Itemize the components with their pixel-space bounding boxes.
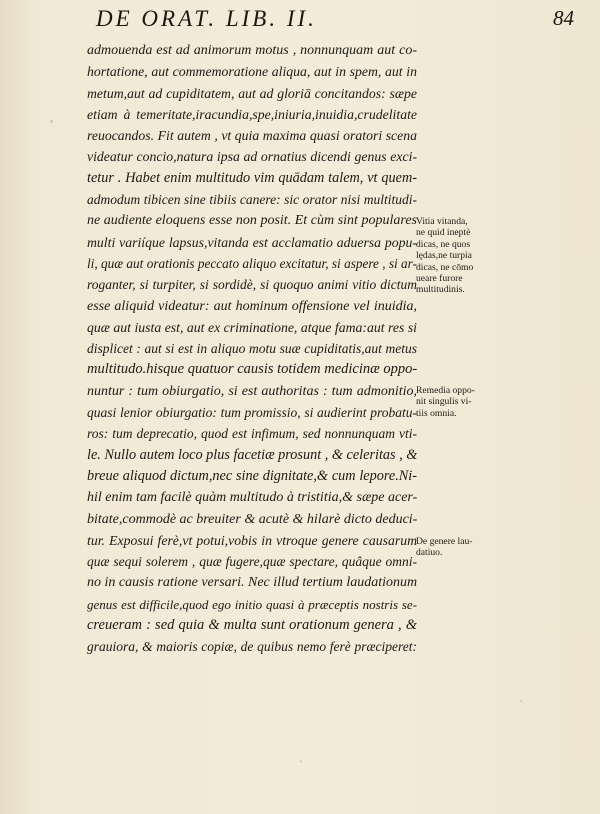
text-line: reuocandos. Fit autem , vt quia maxima quasi oratori scena [87, 128, 417, 144]
text-line: multitudo.hisque quatuor causis totidem medicinæ oppo- [87, 361, 417, 378]
text-line: admodum tibicen sine tibiis canere: sic orator nisi multitudi- [87, 192, 417, 208]
text-line: bitate,commodè ac breuiter & acutè & hilarè dicto deduci- [87, 511, 417, 527]
paper-speck [300, 760, 302, 763]
page-number: 84 [553, 6, 574, 30]
text-line: multi variíque lapsus,vitanda est acclamatio aduersa popu- [87, 234, 417, 250]
text-line: hortatione, aut commemoratione aliqua, aut in spem, aut in [87, 64, 417, 80]
text-line: etiam à temeritate,iracundia,spe,iniuria,inuidia,crudelitate [87, 106, 417, 122]
margin-note-remedia [416, 385, 475, 419]
text-line: quasi lenior obiurgatio: tum promissio, si audierint probatu- [87, 405, 417, 421]
running-head: DE ORAT. LIB. II. [96, 6, 317, 31]
text-line: grauiora, & maioris copiæ, de quibus nemo ferè præciperet: [87, 639, 417, 655]
paper-speck [50, 120, 53, 123]
margin-note-line: ne quid ineptè [416, 227, 471, 239]
text-line: li, quæ aut orationis peccato aliquo excitatur, si aspere , si ar- [87, 255, 417, 271]
margin-note-line: dicas, ne quos [416, 238, 471, 250]
margin-note-line: tiis omnia. [416, 407, 457, 419]
text-line: videatur concio,natura ipsa ad ornatius dicendi genus exci- [87, 149, 417, 165]
text-line: le. Nullo autem loco plus facetiæ prosunt , & celeritas , & [87, 446, 417, 463]
text-line: nuntur : tum obiurgatio, si est authoritas : tum admonitio, [87, 383, 417, 399]
margin-note-line: Vitia vitanda, [416, 216, 468, 227]
text-line: esse aliquid videatur: aut hominum offensione vel inuidia, [87, 298, 417, 314]
margin-note-line: dicas, ne cōmo [416, 261, 474, 273]
text-line: tetur . Habet enim multitudo vim quādam talem, vt quem- [87, 169, 417, 186]
margin-note-line: lędas,ne turpia [416, 250, 472, 262]
text-line: quæ sequi solerem , quæ fugere,quæ spectare, quâque omni- [87, 554, 417, 570]
margin-note-line: nit singulis vi- [416, 396, 472, 408]
margin-note-line: multitudinis. [416, 284, 465, 296]
paper-speck [520, 700, 522, 702]
text-line: metum,aut ad cupiditatem, aut ad gloriā concitandos: sæpe [87, 85, 417, 101]
main-text-block [87, 40, 417, 658]
margin-note-line: datiuo. [416, 547, 443, 559]
marginalia [416, 0, 596, 814]
text-line: genus est difficile,quod ego initio quasi à præceptis nostris se- [87, 596, 417, 612]
text-line: ne audiente eloquens esse non posit. Et cùm sint populares [87, 213, 417, 229]
margin-note-line: De genere lau- [416, 536, 473, 547]
margin-note-line: ueare furore [416, 273, 463, 285]
margin-note-vitia [416, 216, 473, 296]
text-line: creueram : sed quia & multa sunt orationum genera , & [87, 617, 417, 634]
text-line: displicet : aut si est in aliquo motu suæ cupiditatis,aut metus [87, 341, 417, 357]
text-line: ros: tum deprecatio, quod est infimum, sed nonnunquam vti- [87, 426, 417, 442]
text-line: no in causis ratione versari. Nec illud tertium laudationum [87, 575, 417, 591]
text-line: breue aliquod dictum,nec sine dignitate,& cum lepore.Ni- [87, 467, 417, 484]
text-line: tur. Exposui ferè,vt potui,vobis in vtroque genere causarum [87, 532, 417, 548]
text-line: admouenda est ad animorum motus , nonnunquam aut co- [87, 43, 417, 58]
text-line: roganter, si turpiter, si sordidè, si quoquo animi vitio dictum [87, 277, 417, 293]
margin-note-genere [416, 536, 472, 559]
text-line: quæ aut iusta est, aut ex criminatione, atque fama:aut res si [87, 319, 417, 335]
margin-note-line: Remedia oppo- [416, 385, 475, 396]
text-line: hil enim tam facilè quàm multitudo à tristitia,& sæpe acer- [87, 490, 417, 506]
